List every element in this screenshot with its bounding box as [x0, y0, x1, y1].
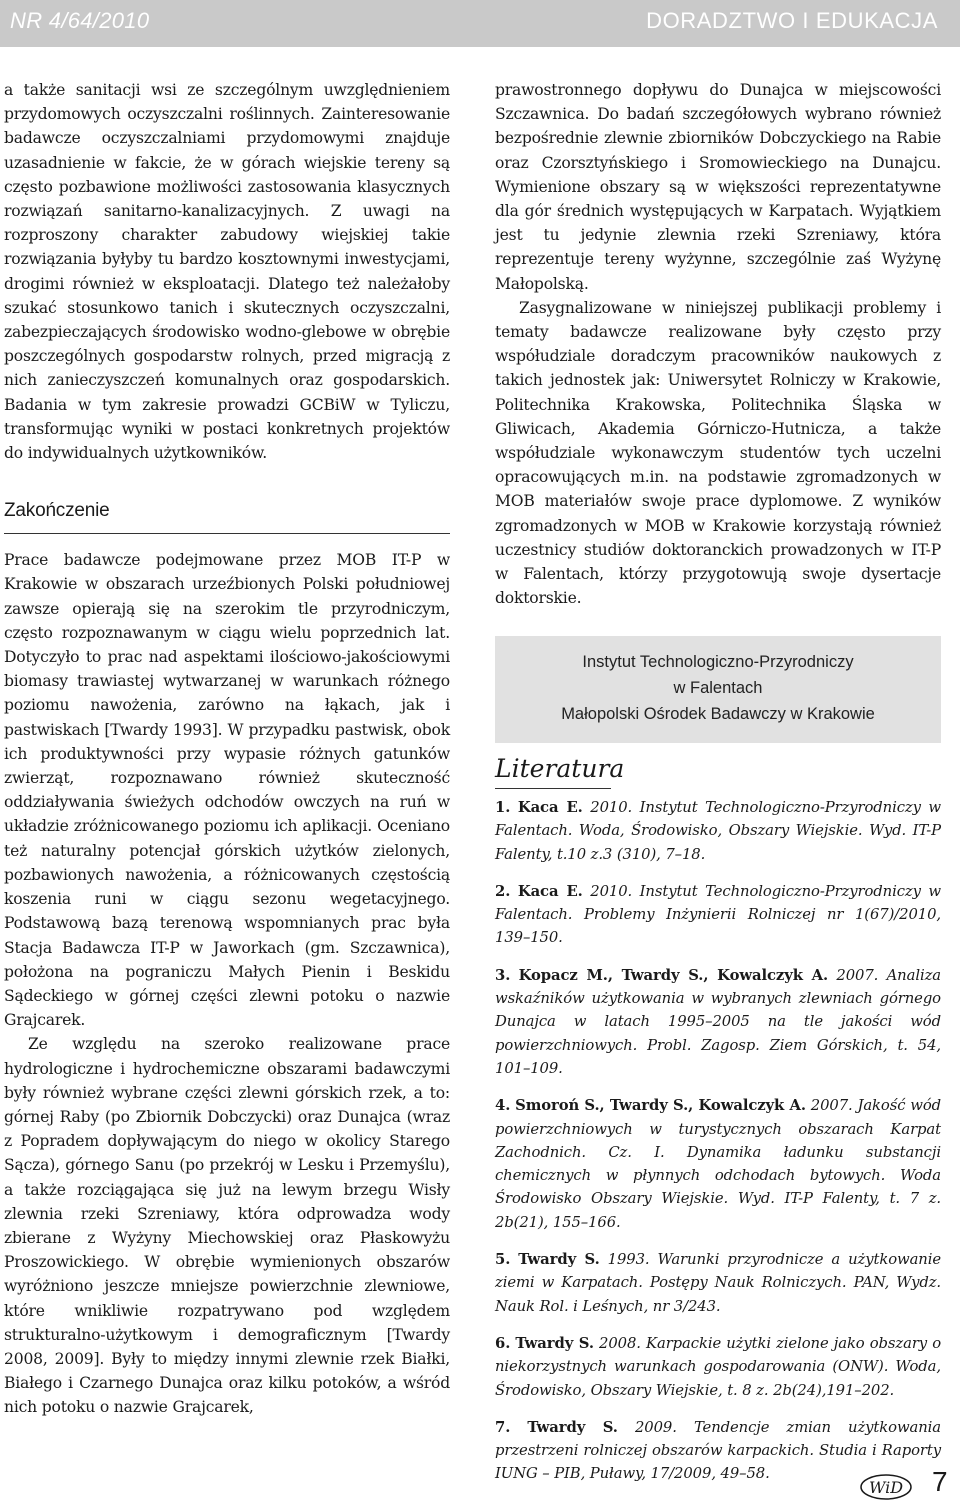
- reference-number: 7.: [495, 1418, 511, 1436]
- header-bar: [0, 0, 960, 47]
- reference-item: [495, 964, 941, 1080]
- institute-location: w Falentach: [673, 679, 763, 697]
- reference-text: 2009. Tendencje zmian użytkowania przestrzeni rolniczej obszarów karpackich. Studia i Raporty IUNG – PIB, Puławy, 17/2009, 49–58.: [495, 1418, 942, 1483]
- institute-name: Instytut Technologiczno-Przyrodniczy: [582, 653, 854, 671]
- institute-affiliation-box: [495, 636, 941, 743]
- reference-text: 2010. Instytut Technologiczno-Przyrodniczy w Falentach. Problemy Inżynierii Rolniczej nr 1(67)/2010, 139–150.: [495, 882, 941, 947]
- paragraph: prawostronnego dopływu do Dunajca w miejscowości Szczawnica. Do badań szczegółowych wybrano również bezpośrednie zlewnie zbiorników Dobczyckiego na Rabie oraz Czorsztyńskiego i Sromowieckiego na Dunajcu. Wymienione obszary są w większości reprezentatywne dla gór średnich występujących w Karpatach. Wyjątkiem jest tu jedynie zlewnia rzeki Szreniawy, która reprezentuje tereny wyżynne, szczególnie zaś Wyżynę Małopolską.: [495, 81, 941, 293]
- reference-number: 5.: [495, 1251, 511, 1269]
- reference-authors: Twardy S.: [518, 1251, 600, 1269]
- paragraph: Ze względu na szeroko realizowane prace hydrologiczne i hydrochemiczne obszarami badawczymi były również wybrane części zlewni górskich rzek, a to: górnej Raby (po Zbiornik Dobczycki) oraz Dunajca (wraz z Popradem dopływającym do niego w okolicy Starego Sącza), górnego Sanu (po przekrój w Lesku i Przemyślu), a także rozciągająca się już na lewym brzegu Wisły zlewnia rzeki Szreniawy, która odprowadza wody zbierane z Wyżyny Miechowskiej oraz Płaskowyżu Proszowickiego. W obrębie wymienionych obszarów wyróżniono jeszcze mniejsze powierzchnie zlewniowe, które wnikliwie rozpatrywano pod względem strukturalno-użytkowym i demograficznym [Twardy 2008, 2009]. Były to między innymi zlewnie rzek Białki, Białego i Czarnego Dunajca oraz kilku potoków, a wśród nich potoku o nazwie Grajcarek,: [4, 1035, 450, 1417]
- paragraph: a także sanitacji wsi ze szczególnym uwzględnieniem przydomowych oczyszczalni roślinnych. Zainteresowanie badawcze oczyszczalniami przydomowymi znajduje uzasadnienie w fakcie, że w górach wiejskie tereny są często pozbawione możliwości zastosowania klasycznych rozwiązań sanitarno-kanalizacyjnych. Z uwagi na rozproszony charakter zabudowy wiejskiej takie rozwiązania byłyby tu bardzo kosztownymi inwestycjami, drogimi również w eksploatacji. Dlatego też należałoby szukać stosunkowo tanich i skutecznych oczyszczalni, zabezpieczających środowisko wodno-glebowe w obrębie poszczególnych gospodarstw rolnych, przed migracją z nich zanieczyszczeń komunalnych oraz gospodarskich. Badania w tym zakresie prowadzi GCBiW w Tyliczu, transformując wyniki w postaci konkretnych projektów do indywidualnych użytkowników.: [4, 81, 450, 463]
- heading-underline: [495, 788, 611, 789]
- reference-number: 1.: [495, 799, 511, 816]
- right-column: [495, 78, 941, 610]
- reference-item: [495, 796, 941, 866]
- reference-authors: Kopacz M., Twardy S., Kowalczyk A.: [518, 966, 829, 984]
- institute-branch: Małopolski Ośrodek Badawczy w Krakowie: [561, 705, 875, 723]
- reference-authors: Kaca E.: [517, 799, 583, 816]
- section-name: DORADZTWO I EDUKACJA: [646, 8, 938, 33]
- reference-text: 2010. Instytut Technologiczno-Przyrodniczy w Falentach. Woda, Środowisko, Obszary Wiejskie. Wyd. IT-P Falenty, t.10 z.3 (310), 7–18.: [495, 799, 941, 863]
- reference-item: [495, 880, 941, 950]
- reference-item: [495, 1248, 941, 1318]
- literature-heading: [495, 752, 941, 789]
- reference-authors: Smoroń S., Twardy S., Kowalczyk A.: [515, 1097, 806, 1115]
- reference-text: 2008. Karpackie użytki zielone jako obszary o niekorzystnych warunkach gospodarowania (ONW). Woda, Środowisko, Obszary Wiejskie, t. 8 z. 2b(24),191–202.: [495, 1334, 941, 1399]
- reference-text: 2007. Jakość wód powierzchniowych w turystycznych obszarach Karpat Zachodnich. Cz. I. Dynamika ładunku substancji chemicznych w płynnych odchodach bytowych. Woda Środowisko Obszary Wiejskie. Wyd. IT-P Falenty, t. 7 z. 2b(21), 155–166.: [495, 1097, 942, 1231]
- reference-text: 2007. Analiza wskaźników użytkowania w wybranych zlewniach górnego Dunajca w latach 1995–2005 na tle jakości wód powierzchniowych. Probl. Zagosp. Ziem Górskich, t. 54, 101–109.: [495, 966, 942, 1077]
- reference-authors: Twardy S.: [515, 1334, 594, 1352]
- paragraph: Zasygnalizowane w niniejszej publikacji problemy i tematy badawcze realizowane były często przy współudziale doradczym pracowników naukowych z takich jednostek jak: Uniwersytet Rolniczy w Krakowie, Politechnika Krakowska, Politechnika Śląska w Gliwicach, Akademia Górniczo-Hutnicza, a także współudziale wykonawczym studentów tych uczelni opracowujących m.in. na podstawie zgromadzonych w MOB materiałów swoje prace dyplomowe. Z wyników zgromadzonych w MOB w Krakowie korzystają również uczestnicy studiów doktoranckich prowadzonych w IT-P w Falentach, którzy przygotowują swoje dysertacje doktorskie.: [495, 298, 941, 608]
- page-number: 7: [932, 1466, 948, 1497]
- reference-number: 2.: [495, 882, 511, 900]
- reference-item: [495, 1094, 941, 1234]
- literature-title: Literatura: [495, 754, 625, 783]
- left-column: [4, 78, 450, 1420]
- section-heading: Zakończenie: [4, 499, 450, 534]
- reference-number: 4.: [495, 1097, 511, 1115]
- reference-number: 6.: [495, 1334, 511, 1352]
- reference-number: 3.: [495, 966, 511, 984]
- logo-text: WiD: [868, 1478, 904, 1497]
- paragraph: Prace badawcze podejmowane przez MOB IT-P w Krakowie w obszarach urzeźbionych Polski południowej zawsze opierają się na szerokim tle przyrodniczym, często rozpoznawanym w ciągu wielu poprzednich lat. Dotyczyło to prac nad aspektami ilościowo-jakościowymi biomasy trawiastej wytwarzanej w warunkach różnego poziomu nawożenia, zarówno na łąkach, jak i pastwiskach [Twardy 1993]. W przypadku pastwisk, obok ich produktywności przy wypasie różnych gatunków zwierząt, rozpoznawano również skuteczność oddziaływania świeżych odchodów owczych na ruń w układzie zróżnicowanego poziomu ich aplikacji. Oceniano też naturalny potencjał górskich użytków zielonych, pozbawionych nawożenia, a różnicowanych częstością koszenia runi w ciągu sezonu wegetacyjnego. Podstawową bazą terenową wspomnianych prac była Stacja Badawcza IT-P w Jaworkach (gm. Szczawnica), położona na pograniczu Małych Pienin i Beskidu Sądeckiego w górnej części zlewni potoku o nazwie Grajcarek.: [4, 551, 450, 1030]
- issue-number: NR 4/64/2010: [10, 8, 150, 33]
- reference-authors: Kaca E.: [517, 882, 583, 900]
- reference-text: 1993. Warunki przyrodnicze a użytkowanie ziemi w Karpatach. Postępy Nauk Rolniczych. PAN, Wydz. Nauk Rol. i Leśnych, nr 3/243.: [495, 1251, 942, 1315]
- reference-item: [495, 1332, 941, 1402]
- wid-logo-icon: [858, 1472, 914, 1502]
- reference-authors: Twardy S.: [527, 1418, 618, 1436]
- reference-list: [495, 796, 941, 1500]
